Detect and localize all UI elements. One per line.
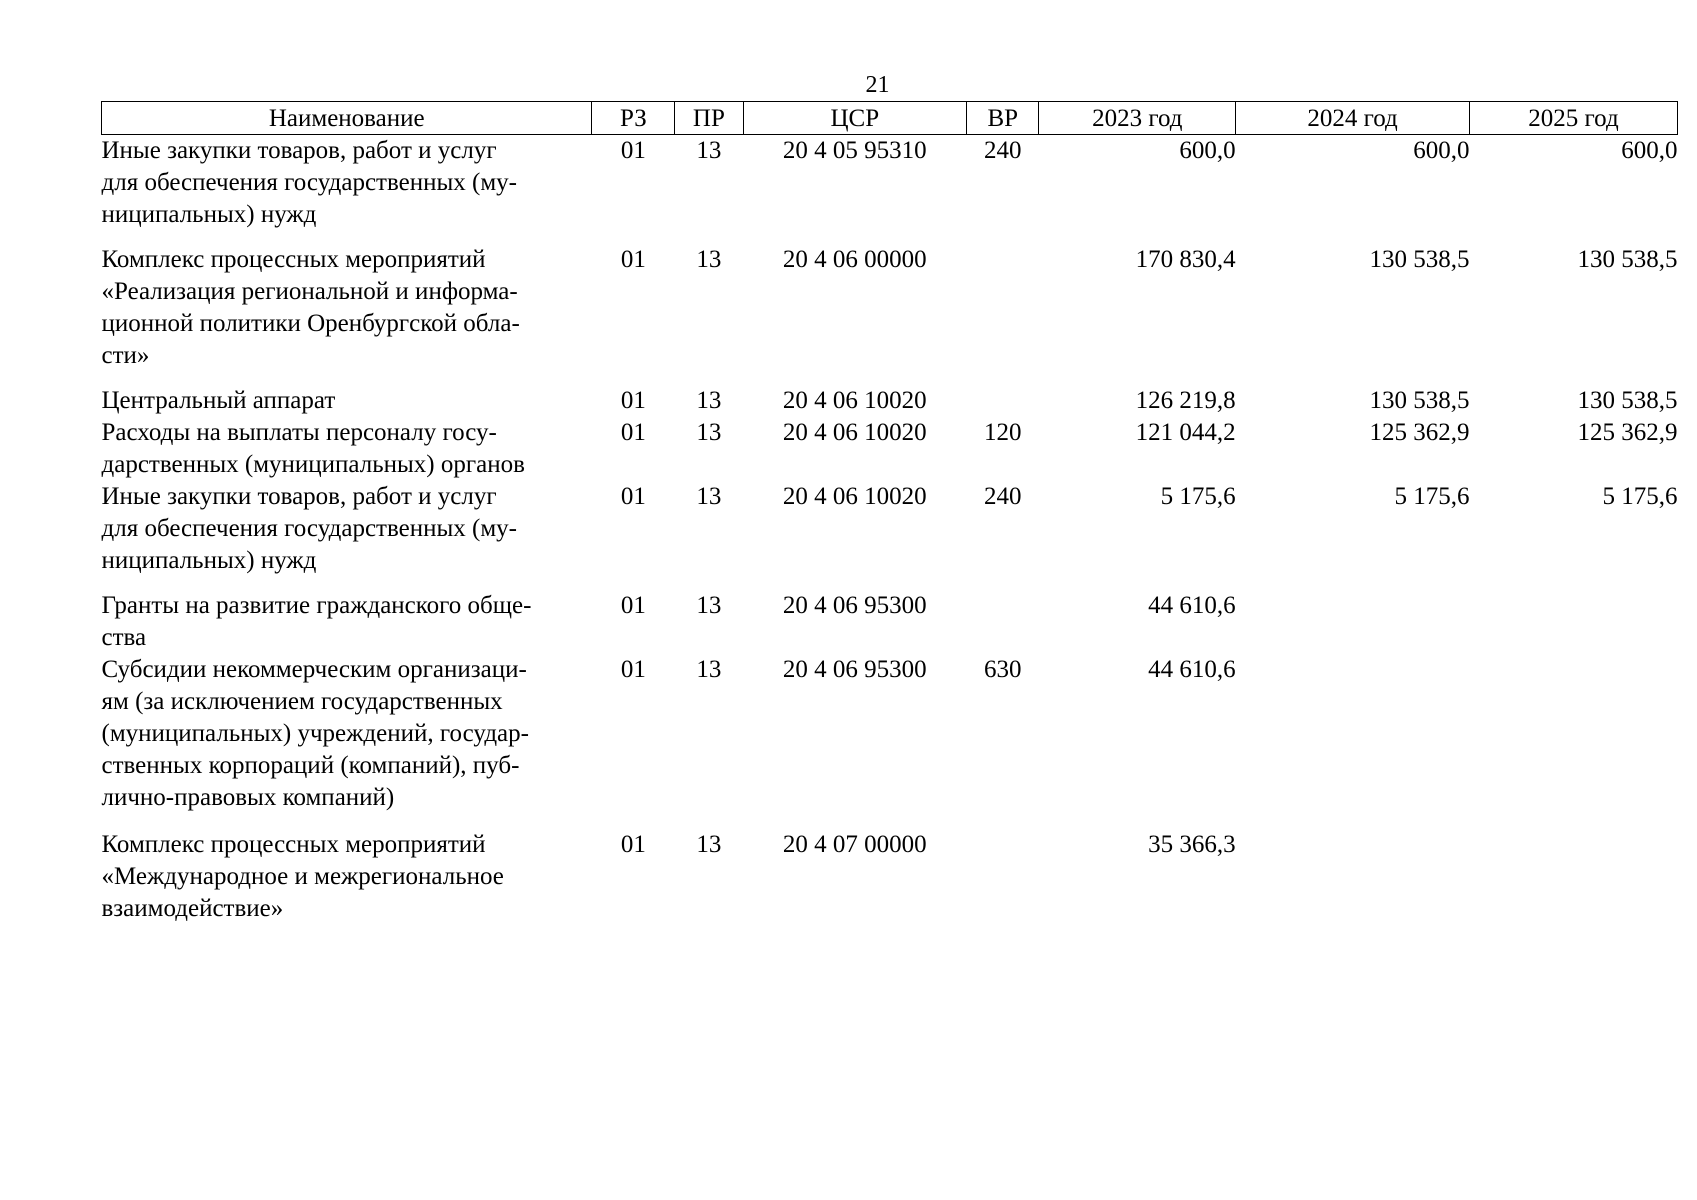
row-name-line: взаимодействие» [101, 895, 284, 922]
table-row [102, 244, 1678, 385]
row-value-2023: 170 830,4 [1135, 246, 1236, 273]
row-csr: 20 4 05 95310 [782, 137, 927, 164]
row-rz: 01 [620, 387, 646, 414]
row-rz: 01 [620, 592, 646, 619]
row-name-line: для обеспечения государственных (му- [101, 515, 517, 542]
row-rz: 01 [620, 137, 646, 164]
row-value-2023: 44 610,6 [1148, 592, 1236, 619]
header-pr: ПР [675, 102, 743, 135]
row-name-line: Субсидии некоммерческим организаци- [101, 656, 527, 683]
row-value-2024: 5 175,6 [1394, 483, 1470, 510]
row-pr: 13 [696, 592, 722, 619]
row-name-line: «Реализация региональной и информа- [101, 278, 518, 305]
row-name-line: Иные закупки товаров, работ и услуг [101, 483, 497, 510]
row-name-line: Расходы на выплаты персоналу госу- [101, 419, 497, 446]
row-rz: 01 [620, 246, 646, 273]
row-name-line: сти» [101, 342, 150, 369]
table-row [102, 135, 1678, 245]
row-value-2023: 5 175,6 [1160, 483, 1236, 510]
row-value-2024: 125 362,9 [1369, 419, 1470, 446]
row-vr: 120 [984, 419, 1022, 446]
row-name-line: ственных корпораций (компаний), пуб- [101, 752, 520, 779]
row-name-cell [102, 654, 592, 829]
row-pr: 13 [696, 419, 722, 446]
row-csr: 20 4 06 00000 [782, 246, 927, 273]
row-vr [967, 385, 1039, 417]
row-value-2025: 5 175,6 [1602, 483, 1678, 510]
row-vr [967, 829, 1039, 925]
row-name-line: Иные закупки товаров, работ и услуг [101, 137, 497, 164]
header-2025: 2025 год [1469, 102, 1677, 135]
table-row [102, 417, 1678, 481]
row-name-line: ства [101, 624, 147, 651]
header-vr: ВР [967, 102, 1039, 135]
row-name-line: лично-правовых компаний) [101, 784, 395, 811]
header-row [102, 102, 1678, 135]
row-rz: 01 [620, 831, 646, 858]
row-rz: 01 [620, 419, 646, 446]
row-value-2023: 35 366,3 [1148, 831, 1236, 858]
header-2024: 2024 год [1236, 102, 1470, 135]
row-name-cell [102, 417, 592, 481]
table-row [102, 654, 1678, 829]
row-name-line: Комплекс процессных мероприятий [101, 246, 486, 273]
row-value-2025: 600,0 [1621, 137, 1678, 164]
row-rz: 01 [620, 656, 646, 683]
row-vr: 240 [984, 483, 1022, 510]
row-value-2025: 130 538,5 [1577, 246, 1678, 273]
table-row [102, 385, 1678, 417]
row-value-2024 [1236, 590, 1470, 654]
row-name-cell [102, 590, 592, 654]
row-name-line: Гранты на развитие гражданского обще- [101, 592, 532, 619]
row-vr: 240 [984, 137, 1022, 164]
row-csr: 20 4 07 00000 [782, 831, 927, 858]
table-row [102, 481, 1678, 590]
row-name-line: дарственных (муниципальных) органов [101, 451, 525, 478]
row-pr: 13 [696, 831, 722, 858]
row-vr [967, 244, 1039, 385]
row-value-2024: 130 538,5 [1369, 246, 1470, 273]
row-name-line: Комплекс процессных мероприятий [101, 831, 486, 858]
row-value-2024: 130 538,5 [1369, 387, 1470, 414]
row-value-2025: 125 362,9 [1577, 419, 1678, 446]
row-value-2024 [1236, 829, 1470, 925]
row-value-2025 [1469, 654, 1677, 829]
row-csr: 20 4 06 95300 [782, 656, 927, 683]
row-csr: 20 4 06 10020 [782, 387, 927, 414]
row-value-2024: 600,0 [1413, 137, 1470, 164]
header-rz: РЗ [592, 102, 675, 135]
header-csr: ЦСР [743, 102, 967, 135]
row-name-cell [102, 135, 592, 245]
row-csr: 20 4 06 10020 [782, 419, 927, 446]
table-body [102, 135, 1678, 926]
row-name-cell [102, 244, 592, 385]
row-value-2025: 130 538,5 [1577, 387, 1678, 414]
row-rz: 01 [620, 483, 646, 510]
row-value-2023: 600,0 [1179, 137, 1236, 164]
row-name-line: «Международное и межрегиональное [101, 863, 504, 890]
row-value-2025 [1469, 829, 1677, 925]
row-csr: 20 4 06 95300 [782, 592, 927, 619]
row-vr [967, 590, 1039, 654]
row-pr: 13 [696, 387, 722, 414]
row-pr: 13 [696, 137, 722, 164]
row-pr: 13 [696, 483, 722, 510]
budget-table [101, 101, 1678, 925]
row-vr: 630 [984, 656, 1022, 683]
row-name-cell [102, 385, 592, 417]
row-value-2025 [1469, 590, 1677, 654]
row-name-cell [102, 829, 592, 925]
row-name-line: Центральный аппарат [101, 387, 336, 414]
row-value-2023: 44 610,6 [1148, 656, 1236, 683]
row-pr: 13 [696, 656, 722, 683]
row-csr: 20 4 06 10020 [782, 483, 927, 510]
row-value-2023: 121 044,2 [1135, 419, 1236, 446]
header-2023: 2023 год [1039, 102, 1236, 135]
row-name-cell [102, 481, 592, 590]
header-name: Наименование [102, 102, 592, 135]
page-number: 21 [865, 72, 890, 98]
row-name-line: ниципальных) нужд [101, 201, 317, 228]
row-value-2024 [1236, 654, 1470, 829]
row-name-line: (муниципальных) учреждений, государ- [101, 720, 529, 747]
table-row [102, 829, 1678, 925]
row-name-line: ям (за исключением государственных [101, 688, 503, 715]
row-name-line: ционной политики Оренбургской обла- [101, 310, 520, 337]
table-row [102, 590, 1678, 654]
row-name-line: для обеспечения государственных (му- [101, 169, 517, 196]
row-name-line: ниципальных) нужд [101, 547, 317, 574]
row-value-2023: 126 219,8 [1135, 387, 1236, 414]
row-pr: 13 [696, 246, 722, 273]
